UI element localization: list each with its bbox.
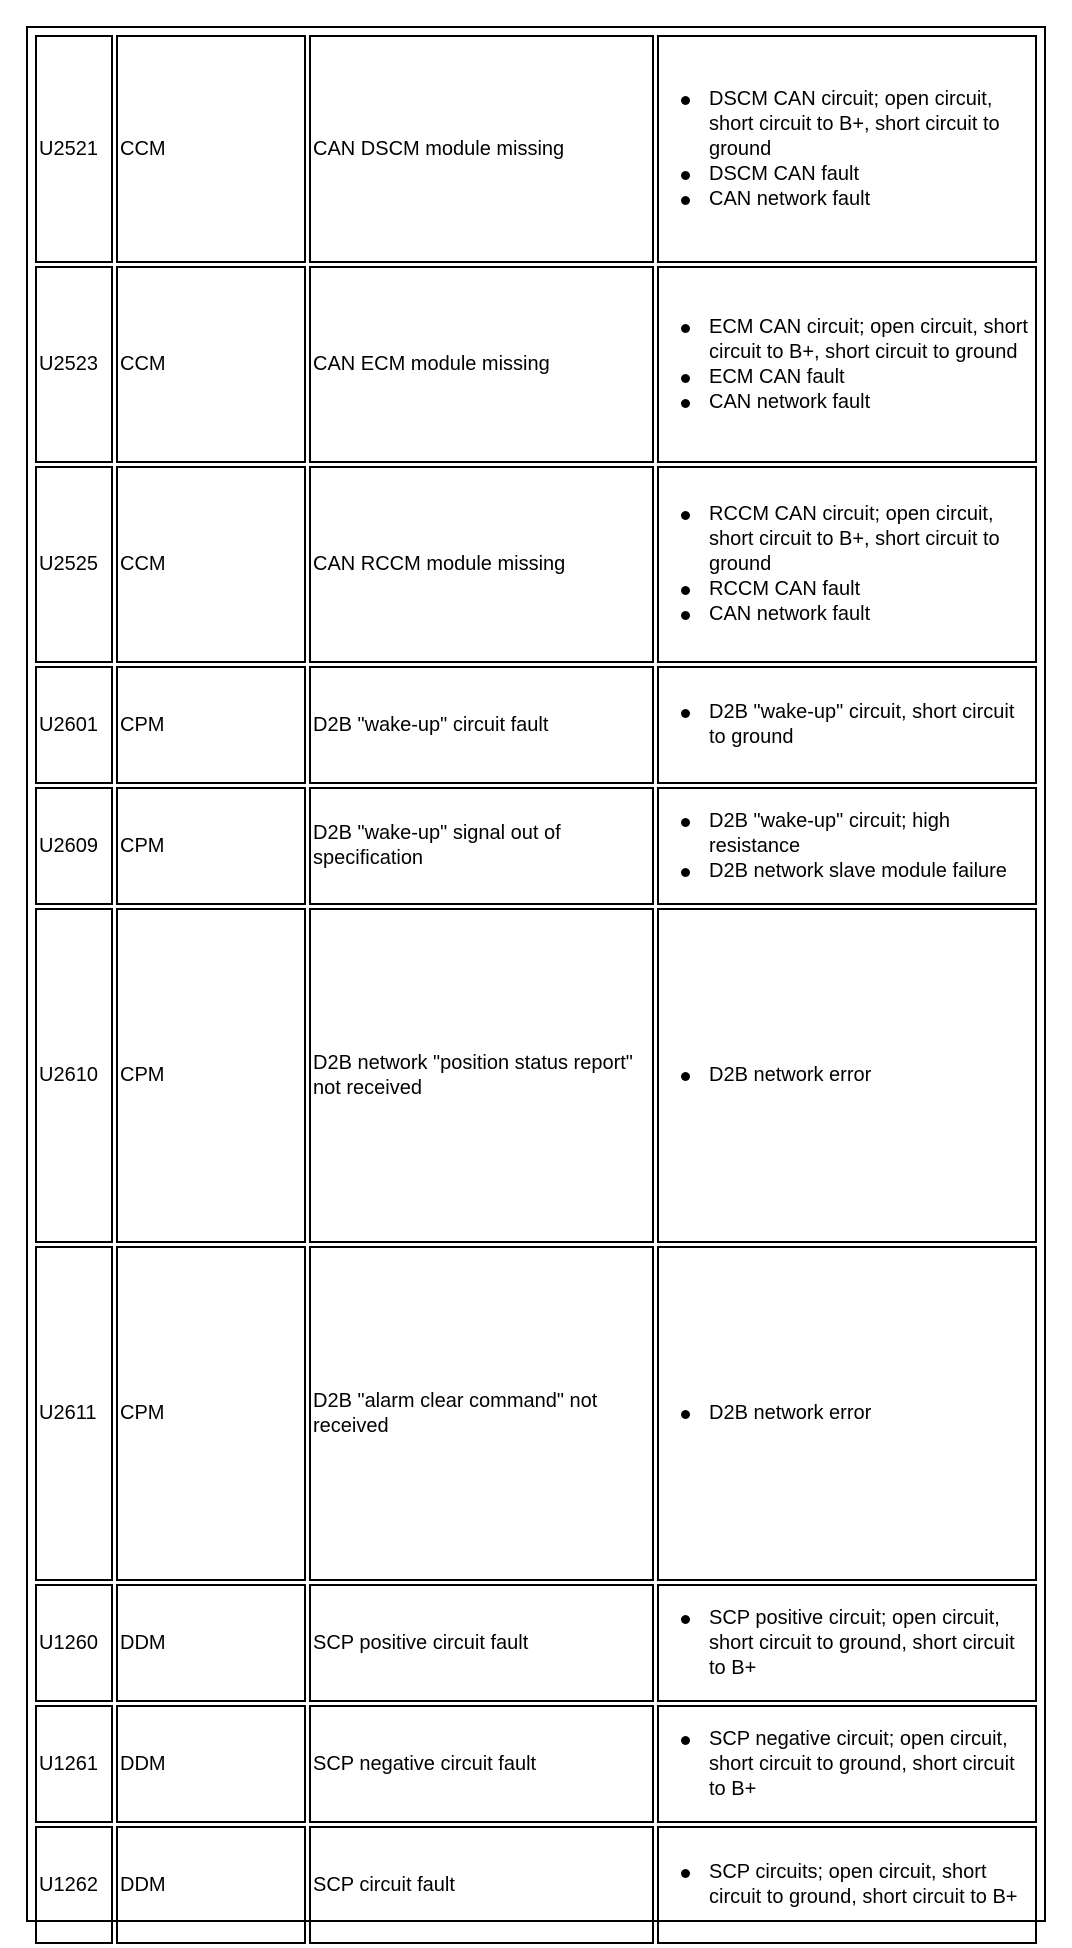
possible-causes-cell <box>657 666 1037 784</box>
dtc-code-cell: U2601 <box>35 666 113 784</box>
module-cell: CCM <box>116 35 306 263</box>
possible-causes-list <box>661 1063 1033 1088</box>
table-row <box>35 908 1037 1243</box>
description-cell: SCP negative circuit fault <box>309 1705 654 1823</box>
description-cell: CAN RCCM module missing <box>309 466 654 663</box>
cause-list-item: ECM CAN circuit; open circuit, short circuit to B+, short circuit to ground <box>709 315 1033 365</box>
cause-list-item: SCP negative circuit; open circuit, short circuit to ground, short circuit to B+ <box>709 1727 1033 1802</box>
possible-causes-list <box>661 1727 1033 1802</box>
description-cell: CAN DSCM module missing <box>309 35 654 263</box>
dtc-code-cell: U2525 <box>35 466 113 663</box>
table-row <box>35 1246 1037 1581</box>
module-cell: DDM <box>116 1705 306 1823</box>
cause-list-item: RCCM CAN circuit; open circuit, short circuit to B+, short circuit to ground <box>709 502 1033 577</box>
cause-list-item: CAN network fault <box>709 390 1033 415</box>
dtc-code-cell: U1260 <box>35 1584 113 1702</box>
dtc-code-cell: U2610 <box>35 908 113 1243</box>
possible-causes-list <box>661 1401 1033 1426</box>
possible-causes-cell <box>657 1584 1037 1702</box>
possible-causes-list <box>661 1606 1033 1681</box>
cause-list-item: D2B "wake-up" circuit, short circuit to ground <box>709 700 1033 750</box>
cause-list-item: RCCM CAN fault <box>709 577 1033 602</box>
dtc-code-cell: U2523 <box>35 266 113 463</box>
possible-causes-cell <box>657 466 1037 663</box>
table-row <box>35 787 1037 905</box>
module-cell: CCM <box>116 466 306 663</box>
possible-causes-cell <box>657 266 1037 463</box>
dtc-code-cell: U2521 <box>35 35 113 263</box>
dtc-code-cell: U2611 <box>35 1246 113 1581</box>
cause-list-item: SCP circuits; open circuit, short circuit to ground, short circuit to B+ <box>709 1860 1033 1910</box>
possible-causes-cell <box>657 787 1037 905</box>
possible-causes-list <box>661 502 1033 627</box>
cause-list-item: DSCM CAN fault <box>709 162 1033 187</box>
module-cell: CPM <box>116 787 306 905</box>
table-row <box>35 1705 1037 1823</box>
description-cell: D2B network "position status report" not received <box>309 908 654 1243</box>
possible-causes-list <box>661 809 1033 884</box>
module-cell: CPM <box>116 908 306 1243</box>
possible-causes-cell <box>657 908 1037 1243</box>
table-row <box>35 1826 1037 1944</box>
dtc-code-cell: U2609 <box>35 787 113 905</box>
possible-causes-list <box>661 87 1033 212</box>
cause-list-item: D2B network error <box>709 1063 1033 1088</box>
module-cell: CPM <box>116 666 306 784</box>
table-row <box>35 1584 1037 1702</box>
description-cell: D2B "wake-up" signal out of specification <box>309 787 654 905</box>
cause-list-item: D2B network slave module failure <box>709 859 1033 884</box>
table-row <box>35 266 1037 463</box>
cause-list-item: D2B network error <box>709 1401 1033 1426</box>
table-row <box>35 666 1037 784</box>
cause-list-item: ECM CAN fault <box>709 365 1033 390</box>
description-cell: CAN ECM module missing <box>309 266 654 463</box>
possible-causes-cell <box>657 35 1037 263</box>
cause-list-item: D2B "wake-up" circuit; high resistance <box>709 809 1033 859</box>
module-cell: CPM <box>116 1246 306 1581</box>
possible-causes-list <box>661 1860 1033 1910</box>
description-cell: D2B "wake-up" circuit fault <box>309 666 654 784</box>
possible-causes-list <box>661 700 1033 750</box>
dtc-table-frame <box>26 26 1046 1922</box>
possible-causes-cell <box>657 1826 1037 1944</box>
dtc-code-cell: U1262 <box>35 1826 113 1944</box>
module-cell: DDM <box>116 1826 306 1944</box>
description-cell: SCP circuit fault <box>309 1826 654 1944</box>
description-cell: SCP positive circuit fault <box>309 1584 654 1702</box>
table-row <box>35 35 1037 263</box>
module-cell: DDM <box>116 1584 306 1702</box>
cause-list-item: CAN network fault <box>709 187 1033 212</box>
dtc-code-cell: U1261 <box>35 1705 113 1823</box>
module-cell: CCM <box>116 266 306 463</box>
possible-causes-list <box>661 315 1033 415</box>
cause-list-item: CAN network fault <box>709 602 1033 627</box>
table-row <box>35 466 1037 663</box>
description-cell: D2B "alarm clear command" not received <box>309 1246 654 1581</box>
possible-causes-cell <box>657 1246 1037 1581</box>
dtc-table <box>32 32 1040 1947</box>
dtc-table-body <box>35 35 1037 1944</box>
possible-causes-cell <box>657 1705 1037 1823</box>
cause-list-item: SCP positive circuit; open circuit, short circuit to ground, short circuit to B+ <box>709 1606 1033 1681</box>
cause-list-item: DSCM CAN circuit; open circuit, short circuit to B+, short circuit to ground <box>709 87 1033 162</box>
